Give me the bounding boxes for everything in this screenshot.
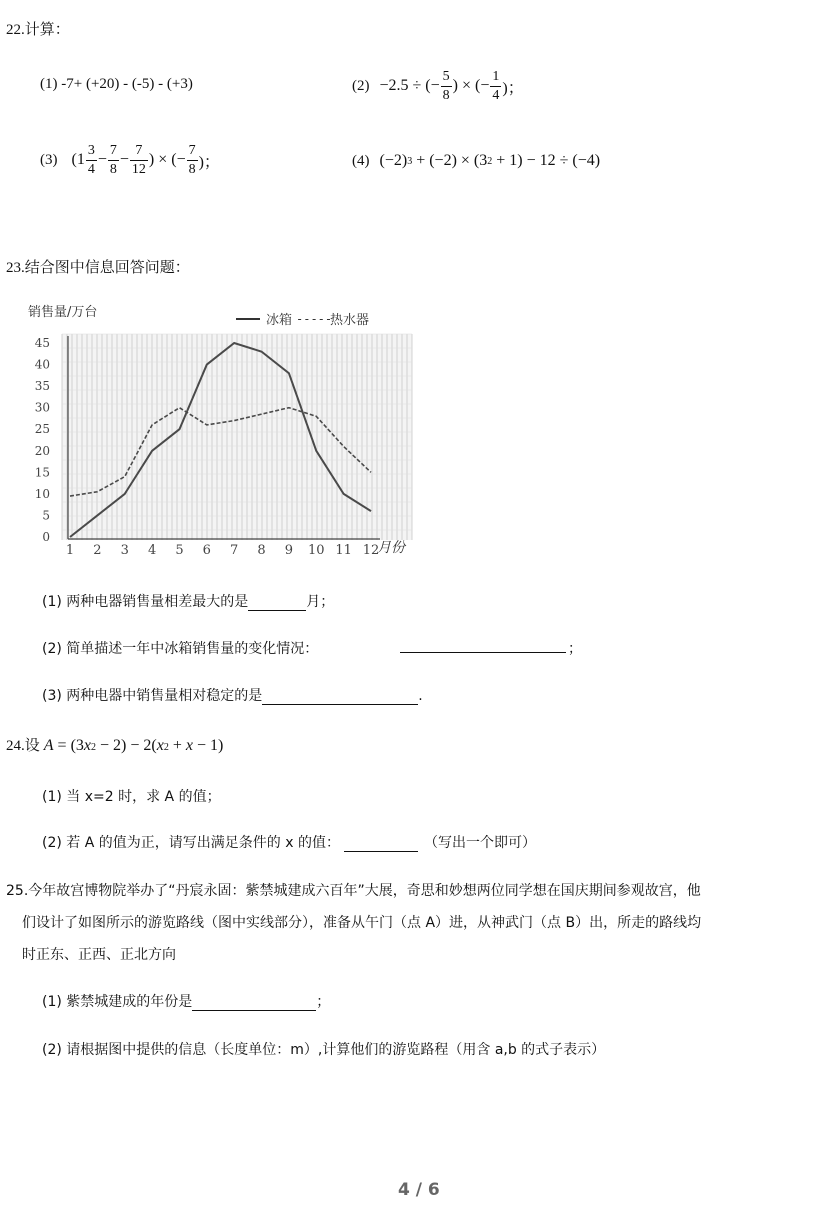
fraction <box>108 144 119 177</box>
expr-text: ) × (− <box>452 77 490 94</box>
y-tick-label: 45 <box>34 336 50 350</box>
q25-sub2: (2) 请根据图中提供的信息（长度单位：m）,计算他们的游览路程（用含 a,b 的式子表示） <box>42 1042 606 1058</box>
x-tick-label: 2 <box>93 543 102 558</box>
prompt-text: ； <box>568 641 582 657</box>
x-tick-label: 4 <box>147 543 157 558</box>
expr-text: − <box>97 151 107 168</box>
x-tick-label: 10 <box>307 543 325 558</box>
chart-legend <box>236 312 369 328</box>
q25-sub1 <box>42 991 330 1011</box>
expr-text: + (−2) × (3 <box>412 152 488 169</box>
expr-text: (−2) <box>379 152 408 169</box>
numerator: 7 <box>135 142 143 158</box>
y-axis-label: 销售量/万台 <box>28 305 98 320</box>
prompt-text: (2) 简单描述一年中冰箱销售量的变化情况： <box>42 641 319 657</box>
prompt-text: (1) 两种电器销售量相差最大的是 <box>42 594 249 610</box>
expr-text: − 2) − 2( <box>96 737 157 754</box>
prompt-text: . <box>418 688 423 704</box>
y-tick-label: 40 <box>34 357 50 372</box>
x-tick-label: 6 <box>202 543 211 558</box>
expr-text: − 1) <box>192 737 224 754</box>
expr-text: + <box>168 737 186 754</box>
x-tick-label: 5 <box>175 543 184 558</box>
x-tick-label: 9 <box>284 543 294 558</box>
expr-text: −2.5 ÷ (− <box>379 77 440 94</box>
exponent: 2 <box>487 155 493 167</box>
q24-title <box>6 734 223 755</box>
expr-text: )； <box>502 79 524 97</box>
x-tick-label: 1 <box>65 543 75 558</box>
q22-part4 <box>352 148 600 174</box>
q25-line3: 时正东、正西、正北方向 <box>22 947 176 963</box>
legend-label-fridge: 冰箱 <box>266 313 293 328</box>
x-tick-label: 7 <box>230 543 239 558</box>
variable: x <box>83 737 92 754</box>
y-tick-label: 25 <box>34 422 50 437</box>
q23-sub3 <box>42 685 423 705</box>
y-tick-label: 20 <box>34 443 50 458</box>
prompt-text: ； <box>316 994 331 1010</box>
expr-text: − <box>119 151 129 168</box>
answer-blank[interactable] <box>262 690 418 705</box>
prompt-text: (3) 两种电器中销售量相对稳定的是 <box>42 688 263 704</box>
x-tick-label: 12 <box>362 543 380 558</box>
y-tick-label: 35 <box>34 379 50 394</box>
expr-text: ) × (− <box>148 151 186 168</box>
part-label: (4) <box>352 152 370 169</box>
fraction <box>441 70 452 103</box>
answer-blank[interactable] <box>192 996 316 1011</box>
sales-line-chart <box>28 298 428 566</box>
numerator: 5 <box>442 68 450 84</box>
prompt-text: 月； <box>306 594 335 610</box>
numerator: 7 <box>109 142 117 158</box>
y-tick-label: 10 <box>34 486 50 501</box>
fraction <box>187 144 198 177</box>
answer-blank[interactable] <box>344 837 418 852</box>
q25-line2: 们设计了如图所示的游览路线（图中实线部分），准备从午门（点 A）进，从神武门（点 B）出，所走的路线均 <box>22 915 702 931</box>
y-tick-label: 5 <box>42 508 50 523</box>
legend-dash-glyph: ----- <box>296 312 333 326</box>
exponent: 3 <box>407 155 413 167</box>
q24-sub1: (1) 当 x=2 时，求 A 的值； <box>42 789 221 805</box>
numerator: 1 <box>492 68 500 84</box>
y-tick-label: 0 <box>42 530 50 544</box>
q22-title: 22.计算： <box>6 22 70 38</box>
denominator: 8 <box>188 161 196 177</box>
question-number: 24.设 <box>6 738 40 754</box>
denominator: 4 <box>492 87 500 103</box>
denominator: 8 <box>109 161 117 177</box>
fraction <box>86 144 97 177</box>
denominator: 4 <box>87 161 95 177</box>
x-tick-label: 3 <box>120 543 129 558</box>
prompt-text: （写出一个即可） <box>423 835 536 851</box>
q22-part1: (1) -7+ (+20) - (-5) - (+3) <box>40 76 193 92</box>
prompt-text: (2) 若 A 的值为正，请写出满足条件的 x 的值： <box>42 835 340 851</box>
denominator: 12 <box>131 161 146 177</box>
q25-line1: 25.今年故宫博物院举办了“丹宸永固：紫禁城建成六百年”大展，奇思和妙想两位同学想在国庆期间参观故宫，他 <box>6 883 701 899</box>
numerator: 3 <box>87 142 95 158</box>
answer-blank[interactable] <box>400 638 566 653</box>
exponent: 2 <box>163 742 169 753</box>
x-axis-label: 月份 <box>377 540 405 556</box>
q23-sub2 <box>42 638 582 658</box>
prompt-text: (1) 紫禁城建成的年份是 <box>42 994 193 1010</box>
numerator: 7 <box>188 142 196 158</box>
y-tick-label: 30 <box>34 400 50 415</box>
variable: x <box>156 737 164 754</box>
exponent: 2 <box>91 742 97 753</box>
expr-text: = (3 <box>53 737 84 754</box>
expr-text: )； <box>198 153 220 171</box>
part-label: (2) <box>352 77 370 94</box>
fraction <box>130 144 148 177</box>
q22-part2 <box>352 64 524 108</box>
q24-sub2 <box>42 832 536 852</box>
part-label: (3) <box>40 151 58 168</box>
denominator: 8 <box>442 87 450 103</box>
legend-label-heater: 热水器 <box>330 313 370 328</box>
expr-text: + 1) − 12 ÷ (−4) <box>492 152 601 169</box>
expr-text: (1 <box>71 151 85 168</box>
y-tick-label: 15 <box>34 465 50 480</box>
answer-blank[interactable] <box>248 596 306 611</box>
x-tick-label: 11 <box>335 543 352 558</box>
q22-part3 <box>40 138 220 182</box>
x-tick-label: 8 <box>257 543 266 558</box>
variable: x <box>185 737 193 754</box>
page-indicator: 4 / 6 <box>398 1180 440 1200</box>
variable: A <box>43 737 54 754</box>
q23-title: 23.结合图中信息回答问题： <box>6 260 190 276</box>
fraction <box>490 70 501 103</box>
q23-sub1 <box>42 591 334 611</box>
